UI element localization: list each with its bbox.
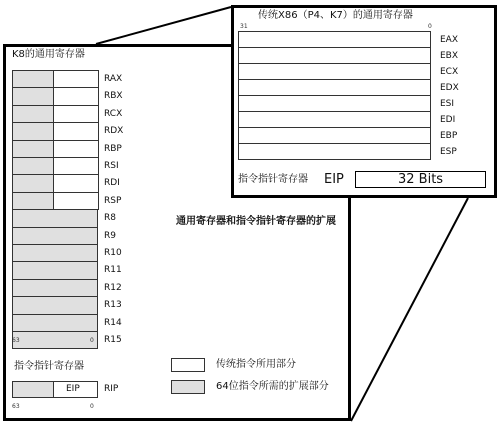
k8-register-rcx-legacy-part [53,105,99,123]
legend-legacy-label: 传统指令所用部分 [216,359,296,370]
legacy-register-label: EBX [440,51,459,61]
k8-register-rax-legacy-part [53,70,99,88]
legacy-register-label: EDX [440,83,459,93]
k8-bit-low: 0 [90,337,94,344]
legacy-register-label: ESI [440,99,455,109]
legend-extension-swatch [171,380,205,394]
k8-register-label: RDX [104,126,124,137]
k8-register-label: RBP [104,143,122,154]
k8-register-label: RCX [104,108,123,119]
k8-register-label: R14 [104,317,122,328]
k8-register-label: RDI [104,178,120,189]
k8-register-rdi [12,174,98,192]
k8-register-rsi [12,157,98,175]
k8-register-rdx-legacy-part [53,122,99,140]
k8-register-label: RBX [104,91,123,102]
legacy-register-eax [238,31,431,48]
k8-register-rbx [12,87,98,105]
k8-register-rcx [12,105,98,123]
k8-register-rdi-legacy-part [53,174,99,192]
k8-register-label: RSP [104,195,122,206]
connector-line-bottom [351,198,468,421]
k8-register-r13 [12,296,98,314]
k8-register-label: R13 [104,300,122,311]
rip-legacy-part [53,381,98,398]
k8-ip-title: 指令指针寄存器 [14,361,84,372]
legacy-register-edi [238,111,431,128]
k8-register-r14 [12,314,98,332]
k8-register-rbx-legacy-part [53,87,99,105]
k8-register-label: RSI [104,161,119,171]
k8-register-label: R15 [104,335,122,345]
legacy-register-label: EDI [440,115,456,125]
connector-line-top [96,7,231,44]
k8-register-rdx [12,122,98,140]
legacy-register-label: ESP [440,147,457,157]
k8-register-r10 [12,244,98,262]
legacy-bit-low: 0 [428,23,432,30]
k8-register-rbp [12,140,98,158]
k8-register-r8 [12,209,98,227]
k8-register-r9 [12,227,98,245]
legacy-register-ebx [238,47,431,64]
k8-register-rsp-legacy-part [53,192,99,210]
k8-register-r11 [12,261,98,279]
k8-register-label: R10 [104,248,122,258]
legacy-register-ebp [238,127,431,144]
legacy-bit-high: 31 [240,23,248,30]
legacy-eip-register [355,171,486,188]
legacy-title: 传统X86（P4、K7）的通用寄存器 [258,10,413,21]
k8-register-label: RAX [104,74,123,84]
legacy-register-label: EBP [440,131,458,141]
legacy-register-esi [238,95,431,112]
k8-bit-high: 63 [12,337,20,344]
k8-register-rsp [12,192,98,210]
rip-register [12,381,98,398]
k8-register-rax [12,70,98,88]
legacy-register-label: EAX [440,35,459,45]
legacy-register-label: ECX [440,67,459,77]
legacy-register-esp [238,143,431,160]
diagram-caption: 通用寄存器和指令指针寄存器的扩展 [176,216,336,227]
k8-register-label: R8 [104,213,116,224]
legend-extension-label: 64位指令所需的扩展部分 [216,381,329,392]
k8-register-label: R11 [104,265,122,276]
rip-bit-low: 0 [90,403,94,410]
legacy-eip-width: 32 Bits [398,172,444,187]
k8-register-label: R12 [104,282,122,293]
legend-legacy-swatch [171,358,205,372]
legacy-ip-title: 指令指针寄存器 [238,174,308,185]
rip-label: RIP [104,384,119,394]
legacy-ip-label: EIP [324,172,344,187]
k8-register-label: R9 [104,230,116,241]
k8-register-rbp-legacy-part [53,140,99,158]
legacy-register-ecx [238,63,431,80]
k8-register-r15 [12,331,98,349]
rip-bit-high: 63 [12,403,20,410]
rip-inner-label: EIP [66,384,80,394]
k8-title: K8的通用寄存器 [12,49,85,60]
legacy-register-edx [238,79,431,96]
legacy-register-panel [231,5,497,198]
k8-register-r12 [12,279,98,297]
k8-register-rsi-legacy-part [53,157,99,175]
